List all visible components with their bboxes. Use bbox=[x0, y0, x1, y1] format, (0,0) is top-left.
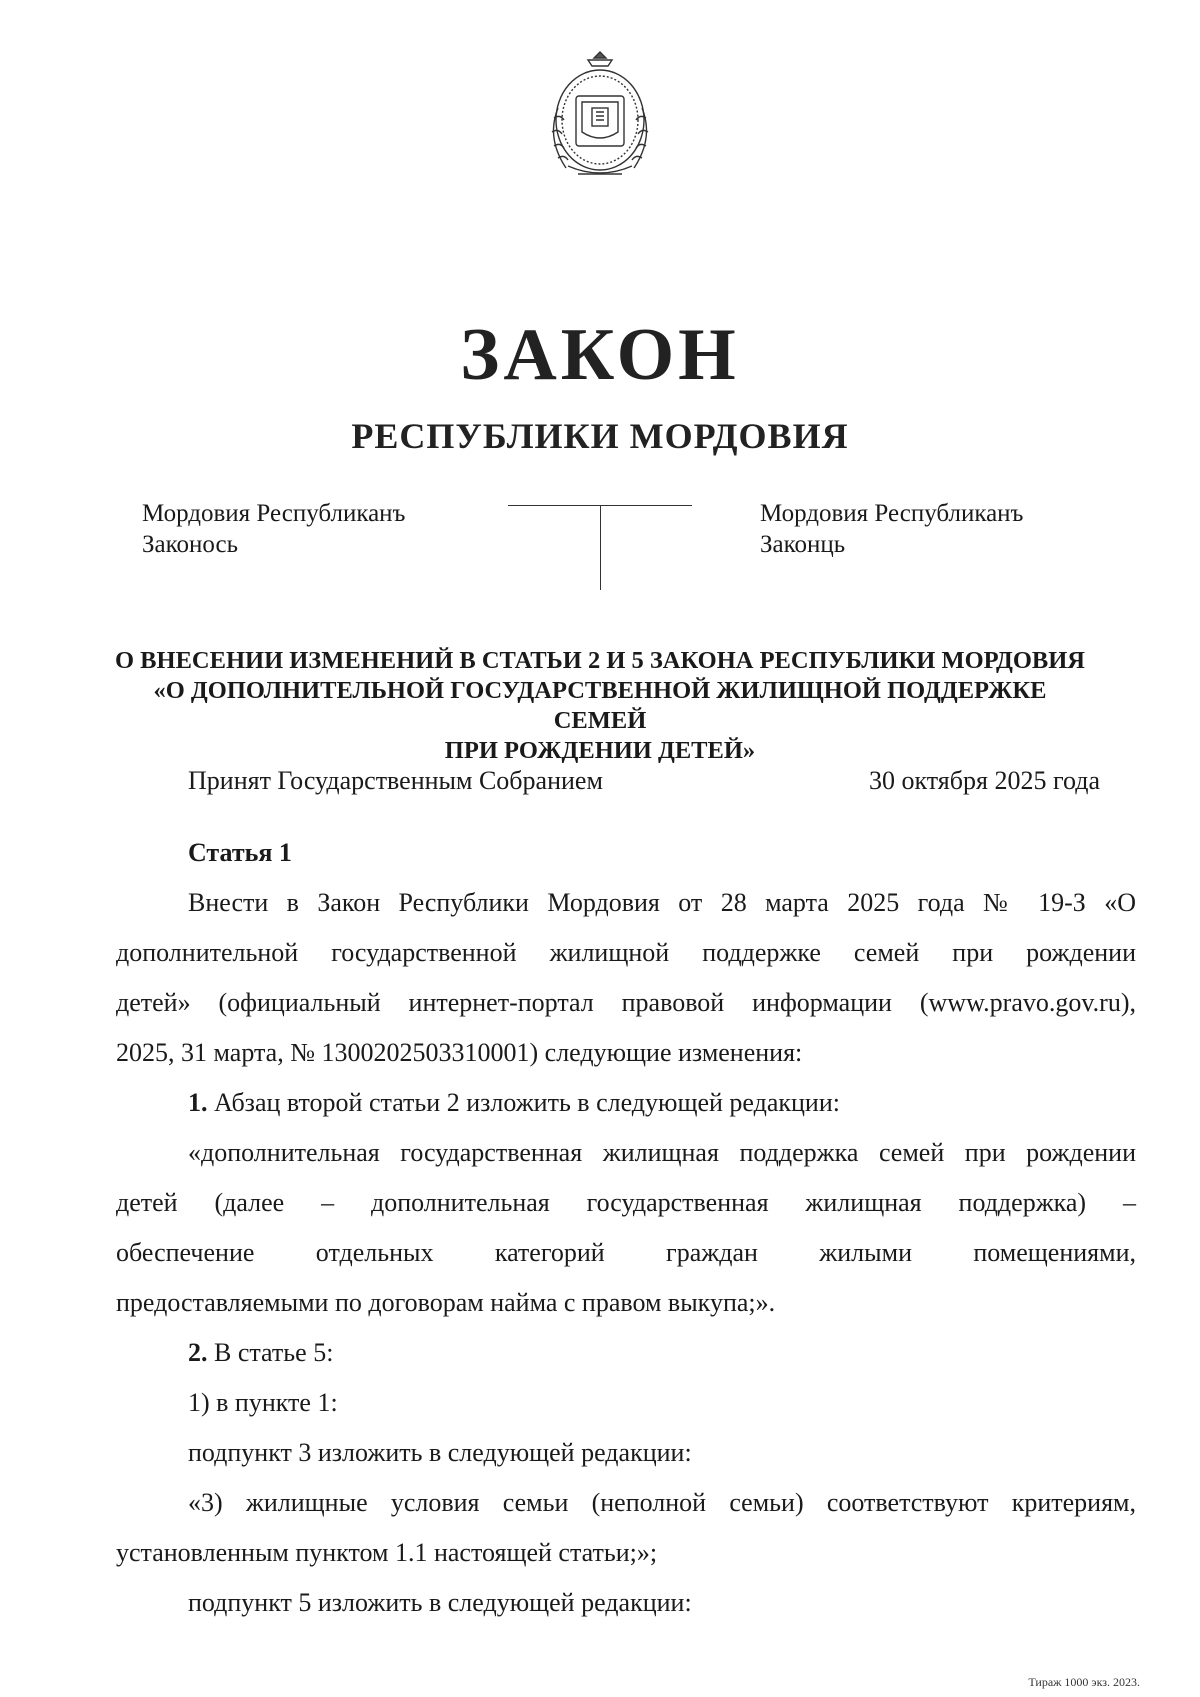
document-subtitle: РЕСПУБЛИКИ МОРДОВИЯ bbox=[351, 416, 849, 456]
article-title: Статья 1 bbox=[188, 838, 292, 867]
sub-item: подпункт 3 изложить в следующей редакции: bbox=[188, 1438, 692, 1467]
moksha-title-line: Мордовия Республиканъ bbox=[760, 500, 1024, 527]
quote-line: «3) жилищные условия семьи (неполной семьи) соответствуют критериям, bbox=[188, 1488, 1136, 1517]
quote-line: установленным пунктом 1.1 настоящей статьи;»; bbox=[116, 1538, 658, 1567]
divider-vertical bbox=[600, 505, 601, 590]
adopted-date: 30 октября 2025 года bbox=[869, 766, 1100, 795]
adopted-by: Принят Государственным Собранием bbox=[188, 766, 603, 795]
quote-line: «дополнительная государственная жилищная поддержка семей при рождении bbox=[188, 1138, 1136, 1167]
law-heading bbox=[110, 646, 1090, 766]
law-heading-line: «О ДОПОЛНИТЕЛЬНОЙ ГОСУДАРСТВЕННОЙ ЖИЛИЩНОЙ ПОДДЕРЖКЕ СЕМЕЙ bbox=[153, 677, 1047, 734]
print-run-note: Тираж 1000 экз. 2023. bbox=[1028, 1675, 1140, 1689]
paragraph-line: дополнительной государственной жилищной поддержке семей при рождении bbox=[116, 938, 1136, 967]
list-item-text: Абзац второй статьи 2 изложить в следующей редакции: bbox=[207, 1088, 840, 1117]
law-heading-line: ПРИ РОЖДЕНИИ ДЕТЕЙ» bbox=[444, 737, 756, 764]
law-heading-line: О ВНЕСЕНИИ ИЗМЕНЕНИЙ В СТАТЬИ 2 И 5 ЗАКОНА РЕСПУБЛИКИ МОРДОВИЯ bbox=[115, 647, 1085, 674]
moksha-title-line: Законць bbox=[760, 531, 846, 558]
list-item-1 bbox=[188, 1088, 840, 1118]
list-item-number: 2. bbox=[188, 1338, 208, 1367]
mordovia-coat-of-arms-icon bbox=[538, 48, 662, 186]
quote-line: детей (далее – дополнительная государственная жилищная поддержка) – bbox=[116, 1188, 1136, 1217]
list-item-text: В статье 5: bbox=[207, 1338, 334, 1367]
list-item-number: 1. bbox=[188, 1088, 208, 1117]
quote-line: предоставляемыми по договорам найма с правом выкупа;». bbox=[116, 1288, 776, 1317]
erzya-title-line: Законось bbox=[142, 531, 238, 558]
coat-of-arms-emblem bbox=[538, 48, 662, 186]
paragraph-line: 2025, 31 марта, № 1300202503310001) следующие изменения: bbox=[116, 1038, 803, 1067]
list-item-2 bbox=[188, 1338, 333, 1368]
quote-line: обеспечение отдельных категорий граждан жилыми помещениями, bbox=[116, 1238, 1136, 1267]
sub-item: 1) в пункте 1: bbox=[188, 1388, 338, 1417]
paragraph-line: детей» (официальный интернет-портал правовой информации (www.pravo.gov.ru), bbox=[116, 988, 1136, 1017]
sub-item: подпункт 5 изложить в следующей редакции: bbox=[188, 1588, 692, 1617]
erzya-title-line: Мордовия Республиканъ bbox=[142, 500, 406, 527]
paragraph-line: Внести в Закон Республики Мордовия от 28 марта 2025 года № 19-З «О bbox=[188, 888, 1136, 917]
document-title: ЗАКОН bbox=[460, 314, 740, 396]
